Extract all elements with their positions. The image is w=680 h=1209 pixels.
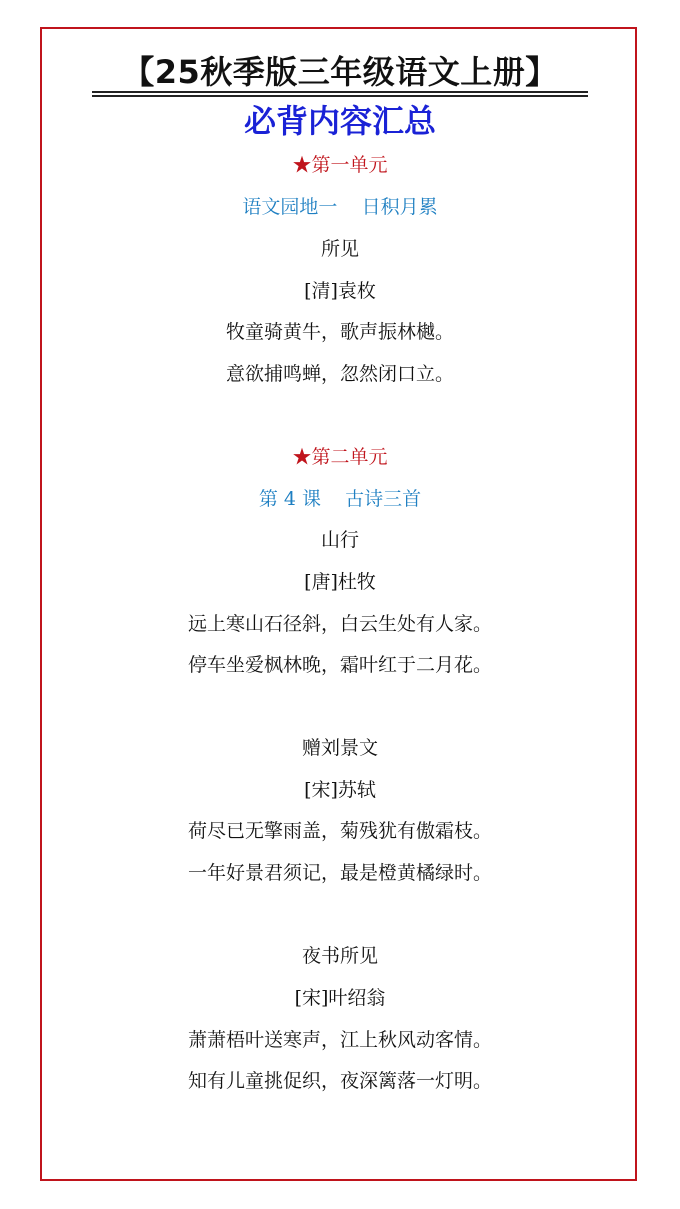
document-subtitle: 必背内容汇总 <box>243 102 436 140</box>
poem-verse: 荷尽已无擎雨盖，菊残犹有傲霜枝。 <box>187 820 492 842</box>
unit-heading: ★第一单元 <box>292 154 388 176</box>
document-title: 【25秋季版三年级语文上册】 <box>122 53 558 91</box>
poem-title: 山行 <box>320 529 359 551</box>
lesson-heading: 语文园地一 日积月累 <box>242 196 438 218</box>
poem-author: [宋]叶绍翁 <box>294 987 386 1009</box>
poem-author: [清]袁枚 <box>304 280 376 302</box>
poem-verse: 萧萧梧叶送寒声，江上秋风动客情。 <box>187 1029 492 1051</box>
poem-verse: 一年好景君须记，最是橙黄橘绿时。 <box>187 862 492 884</box>
poem-verse: 牧童骑黄牛，歌声振林樾。 <box>225 321 454 343</box>
poem-title: 所见 <box>320 238 359 260</box>
unit-heading: ★第二单元 <box>292 446 388 468</box>
poem-author: [唐]杜牧 <box>304 571 376 593</box>
poem-title: 夜书所见 <box>301 945 378 967</box>
poem-verse: 远上寒山石径斜，白云生处有人家。 <box>187 613 492 635</box>
title-underline <box>92 91 588 93</box>
poem-verse: 停车坐爱枫林晚，霜叶红于二月花。 <box>187 654 492 676</box>
poem-title: 赠刘景文 <box>301 737 378 759</box>
poem-verse: 意欲捕鸣蝉，忽然闭口立。 <box>225 363 454 385</box>
poem-author: [宋]苏轼 <box>304 779 376 801</box>
title-underline-second <box>92 95 588 97</box>
poem-verse: 知有儿童挑促织，夜深篱落一灯明。 <box>187 1070 492 1092</box>
lesson-heading: 第 4 课 古诗三首 <box>258 488 422 510</box>
